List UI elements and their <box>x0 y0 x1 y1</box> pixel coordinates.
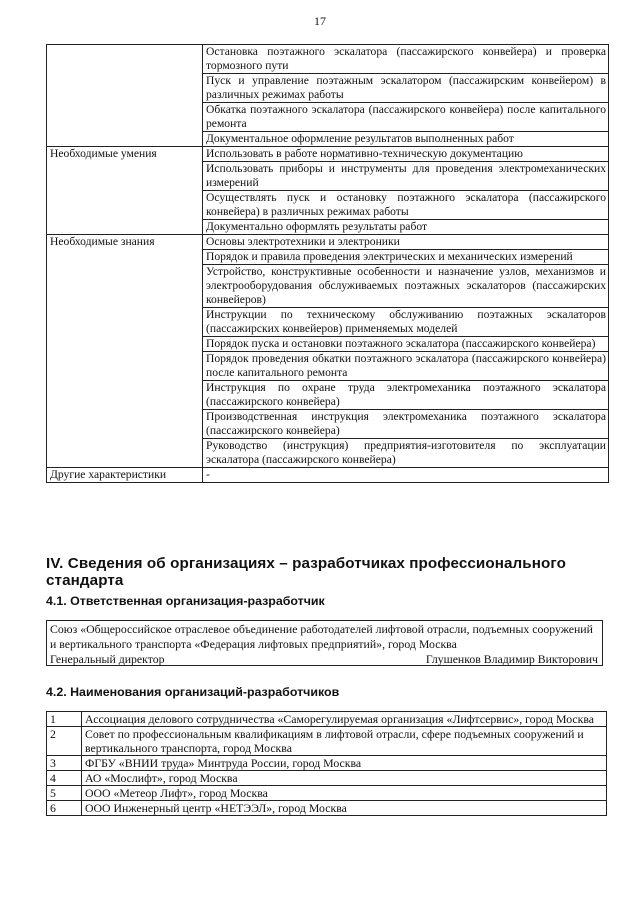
org-name-cell: ООО Инженерный центр «НЕТЭЭЛ», город Москва <box>82 801 607 816</box>
skills-label: Необходимые умения <box>47 147 203 235</box>
table-cell: Использовать приборы и инструменты для проведения электромеханических измерений <box>203 162 609 191</box>
developers-heading: 4.2. Наименования организаций-разработчиков <box>46 685 340 699</box>
requirements-table <box>46 44 609 483</box>
table-row <box>47 756 607 771</box>
director-name: Глушенков Владимир Викторович <box>425 652 598 666</box>
director-position: Генеральный директор <box>50 652 165 666</box>
table-cell: Порядок и правила проведения электрических и механических измерений <box>203 250 609 265</box>
table-row <box>47 801 607 816</box>
developers-table <box>46 711 607 816</box>
other-label: Другие характеристики <box>47 468 203 483</box>
table-cell: Пуск и управление поэтажным эскалатором (пассажирским конвейером) в различных режимах работы <box>203 74 609 103</box>
section-title: IV. Сведения об организациях – разработчиках профессионального стандарта <box>46 555 566 589</box>
table-row <box>47 468 609 483</box>
table-row <box>47 45 609 74</box>
responsible-org-box <box>46 620 603 666</box>
org-name-cell: АО «Мослифт», город Москва <box>82 771 607 786</box>
table-cell: Устройство, конструктивные особенности и назначение узлов, механизмов и электрооборудования обслуживаемых поэтажных эскалаторов (пассажирских конвейеров) <box>203 265 609 308</box>
table-cell: Документально оформлять результаты работ <box>203 220 609 235</box>
table-cell: Основы электротехники и электроники <box>203 235 609 250</box>
table-cell: Использовать в работе нормативно-техническую документацию <box>203 147 609 162</box>
row-number: 4 <box>47 771 82 786</box>
table-cell: Порядок пуска и остановки поэтажного эскалатора (пассажирского конвейера) <box>203 337 609 352</box>
org-name-cell: ООО «Метеор Лифт», город Москва <box>82 786 607 801</box>
org-name-cell: ФГБУ «ВНИИ труда» Минтруда России, город Москва <box>82 756 607 771</box>
table-cell: Остановка поэтажного эскалатора (пассажирского конвейера) и проверка тормозного пути <box>203 45 609 74</box>
page-number: 17 <box>314 14 326 28</box>
table-cell: Осуществлять пуск и остановку поэтажного эскалатора (пассажирского конвейера) в различных режимах работы <box>203 191 609 220</box>
table-cell: Документальное оформление результатов выполненных работ <box>203 132 609 147</box>
table-cell: - <box>203 468 609 483</box>
table-cell: Инструкции по техническому обслуживанию поэтажных эскалаторов (пассажирских конвейеров) применяемых моделей <box>203 308 609 337</box>
row-number: 5 <box>47 786 82 801</box>
org-name-cell: Ассоциация делового сотрудничества «Саморегулируемая организация «Лифтсервис», город Москва <box>82 712 607 727</box>
table-cell: Инструкция по охране труда электромеханика поэтажного эскалатора (пассажирского конвейера) <box>203 381 609 410</box>
row-number: 6 <box>47 801 82 816</box>
row-number: 1 <box>47 712 82 727</box>
table-row <box>47 235 609 250</box>
table-row <box>47 712 607 727</box>
table-row <box>47 771 607 786</box>
knowledge-label: Необходимые знания <box>47 235 203 468</box>
director-row <box>50 652 599 667</box>
table-cell: Руководство (инструкция) предприятия-изготовителя по эксплуатации эскалатора (пассажирского конвейера) <box>203 439 609 468</box>
row-number: 2 <box>47 727 82 756</box>
responsible-org-heading: 4.1. Ответственная организация-разработчик <box>46 594 325 608</box>
table-row <box>47 727 607 756</box>
table-cell: Обкатка поэтажного эскалатора (пассажирского конвейера) после капитального ремонта <box>203 103 609 132</box>
empty-label-cell <box>47 45 203 147</box>
table-cell: Производственная инструкция электромеханика поэтажного эскалатора (пассажирского конвейера) <box>203 410 609 439</box>
table-cell: Порядок проведения обкатки поэтажного эскалатора (пассажирского конвейера) после капитального ремонта <box>203 352 609 381</box>
org-name-cell: Совет по профессиональным квалификациям в лифтовой отрасли, сфере подъемных сооружений и вертикального транспорта, город Москва <box>82 727 607 756</box>
responsible-org-name: Союз «Общероссийское отраслевое объединение работодателей лифтовой отрасли, подъемных сооружений и вертикального транспорта «Федерация лифтовых предприятий», город Москва <box>50 622 593 651</box>
table-row <box>47 786 607 801</box>
table-row <box>47 147 609 162</box>
row-number: 3 <box>47 756 82 771</box>
